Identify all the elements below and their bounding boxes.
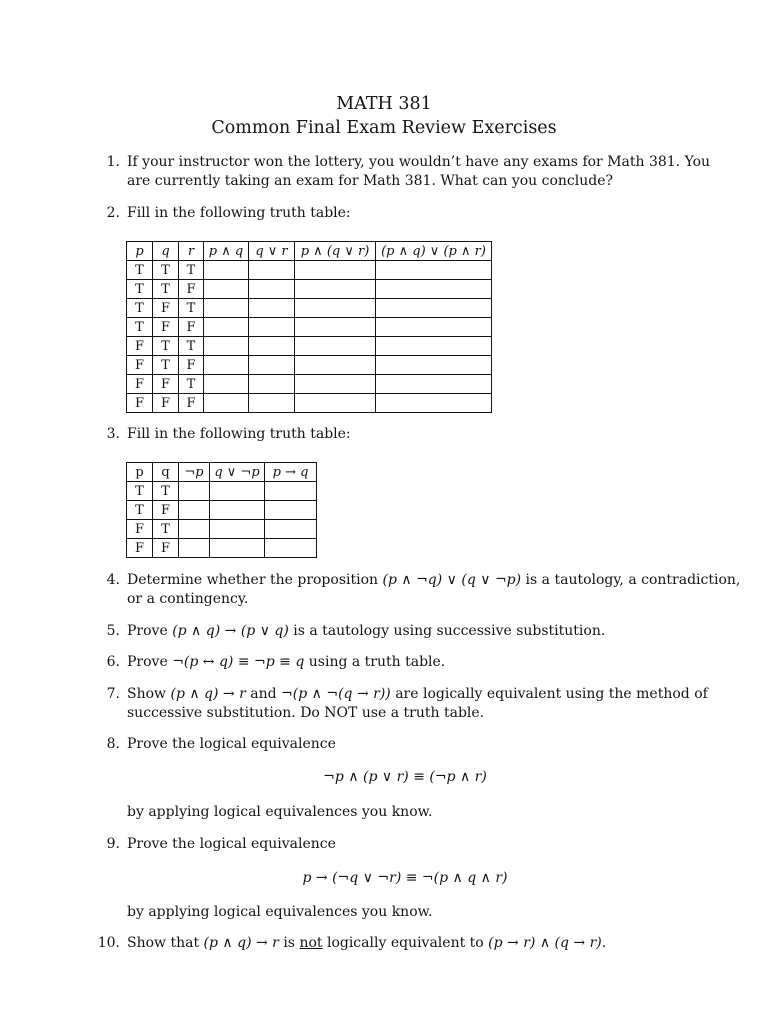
question-5-pre: Prove (127, 623, 173, 639)
truth-table-1-blank-cell[interactable] (204, 337, 249, 356)
truth-table-1-blank-cell[interactable] (295, 318, 376, 337)
truth-table-1-blank-cell[interactable] (376, 356, 492, 375)
t1-header-p-and-q: p ∧ q (204, 242, 249, 261)
truth-table-2-value-cell: F (153, 539, 179, 558)
question-4-pre: Determine whether the proposition (127, 572, 383, 588)
t1-header-q: q (153, 242, 179, 261)
truth-table-2-blank-cell[interactable] (210, 520, 265, 539)
truth-table-1-row (127, 375, 492, 394)
question-9-display-equation: p → (¬q ∨ ¬r) ≡ ¬(p ∧ q ∧ r) (302, 870, 508, 886)
question-6-expression: ¬(p ↔ q) ≡ ¬p ≡ q (172, 654, 305, 670)
truth-table-1-blank-cell[interactable] (249, 337, 295, 356)
document-subtitle: Common Final Exam Review Exercises (211, 118, 557, 138)
truth-table-1-blank-cell[interactable] (376, 261, 492, 280)
truth-table-1-value-cell: T (127, 299, 153, 318)
truth-table-2-blank-cell[interactable] (179, 501, 210, 520)
t1-header-q-or-r: q ∨ r (249, 242, 295, 261)
question-9-after: by applying logical equivalences you know. (127, 904, 433, 920)
truth-table-2-blank-cell[interactable] (210, 539, 265, 558)
question-9-number: 9. (106, 836, 120, 852)
truth-table-1-blank-cell[interactable] (376, 337, 492, 356)
truth-table-1-blank-cell[interactable] (204, 261, 249, 280)
question-10-number: 10. (97, 935, 120, 951)
truth-table-1-value-cell: F (179, 318, 204, 337)
question-1-number: 1. (106, 154, 120, 170)
truth-table-2-value-cell: T (153, 482, 179, 501)
question-6-pre: Prove (127, 654, 173, 670)
question-6-number: 6. (106, 654, 120, 670)
question-7-line-1 (127, 685, 708, 704)
question-6-post: using a truth table. (304, 654, 446, 670)
truth-table-1-value-cell: T (153, 280, 179, 299)
truth-table-1-value-cell: F (153, 394, 179, 413)
truth-table-1-blank-cell[interactable] (376, 318, 492, 337)
truth-table-1-value-cell: F (179, 280, 204, 299)
question-7-number: 7. (106, 686, 120, 702)
truth-table-2-row (127, 482, 317, 501)
truth-table-1-blank-cell[interactable] (295, 394, 376, 413)
question-3-text: Fill in the following truth table: (127, 426, 351, 442)
truth-table-1-value-cell: F (127, 337, 153, 356)
truth-table-1-row (127, 280, 492, 299)
question-5-expression: (p ∧ q) → (p ∨ q) (172, 623, 289, 639)
truth-table-2 (126, 462, 317, 558)
truth-table-1-value-cell: F (153, 318, 179, 337)
question-10-text (127, 934, 683, 953)
truth-table-2-row (127, 501, 317, 520)
truth-table-1-blank-cell[interactable] (376, 280, 492, 299)
truth-table-2-blank-cell[interactable] (210, 482, 265, 501)
question-8-number: 8. (106, 736, 120, 752)
question-4-line-2: or a contingency. (127, 591, 249, 607)
truth-table-2-blank-cell[interactable] (179, 520, 210, 539)
truth-table-1-blank-cell[interactable] (204, 280, 249, 299)
t1-header-p: p (127, 242, 153, 261)
truth-table-1-blank-cell[interactable] (295, 280, 376, 299)
question-10-mid: is (278, 935, 300, 951)
t2-header-q: q (153, 463, 179, 482)
question-4-expression: (p ∧ ¬q) ∨ (q ∨ ¬p) (382, 572, 522, 588)
truth-table-1-value-cell: T (179, 337, 204, 356)
truth-table-1-value-cell: F (179, 356, 204, 375)
question-9-text: Prove the logical equivalence (127, 836, 336, 852)
course-title: MATH 381 (336, 94, 432, 114)
truth-table-1 (126, 241, 492, 413)
question-10-expression-2: (p → r) ∧ (q → r) (488, 935, 602, 951)
truth-table-2-blank-cell[interactable] (265, 482, 317, 501)
truth-table-1-blank-cell[interactable] (376, 299, 492, 318)
question-10-underlined-not: not (299, 935, 323, 951)
truth-table-1-value-cell: T (179, 261, 204, 280)
truth-table-2-blank-cell[interactable] (179, 539, 210, 558)
truth-table-1-value-cell: F (153, 375, 179, 394)
question-10-pre: Show that (127, 935, 204, 951)
t1-header-distributed: (p ∧ q) ∨ (p ∧ r) (376, 242, 492, 261)
truth-table-1-row (127, 261, 492, 280)
truth-table-1-blank-cell[interactable] (295, 299, 376, 318)
question-8-after: by applying logical equivalences you know. (127, 804, 433, 820)
question-8-display-equation: ¬p ∧ (p ∨ r) ≡ (¬p ∧ r) (323, 769, 487, 785)
truth-table-1-blank-cell[interactable] (295, 337, 376, 356)
truth-table-1-value-cell: T (153, 337, 179, 356)
truth-table-2-blank-cell[interactable] (265, 539, 317, 558)
t2-header-p: p (127, 463, 153, 482)
question-1-line-2: are currently taking an exam for Math 381. What can you conclude? (127, 173, 614, 189)
question-2-text: Fill in the following truth table: (127, 205, 351, 221)
truth-table-1-blank-cell[interactable] (204, 299, 249, 318)
truth-table-1-blank-cell[interactable] (295, 356, 376, 375)
question-6-text (127, 653, 683, 672)
truth-table-1-row (127, 356, 492, 375)
question-2-number: 2. (106, 205, 120, 221)
truth-table-1-value-cell: F (127, 394, 153, 413)
truth-table-1-value-cell: F (127, 375, 153, 394)
truth-table-1-blank-cell[interactable] (249, 280, 295, 299)
truth-table-1-blank-cell[interactable] (295, 375, 376, 394)
truth-table-1-header-row (127, 242, 492, 261)
truth-table-1-body (127, 261, 492, 413)
truth-table-1-blank-cell[interactable] (204, 356, 249, 375)
truth-table-1-value-cell: F (153, 299, 179, 318)
truth-table-1-blank-cell[interactable] (249, 318, 295, 337)
truth-table-1-blank-cell[interactable] (249, 299, 295, 318)
truth-table-2-body (127, 482, 317, 558)
truth-table-1-blank-cell[interactable] (204, 318, 249, 337)
truth-table-2-blank-cell[interactable] (265, 501, 317, 520)
truth-table-2-value-cell: T (153, 520, 179, 539)
question-4-post: is a tautology, a contradiction, (521, 572, 741, 588)
truth-table-1-value-cell: T (153, 356, 179, 375)
truth-table-1-blank-cell[interactable] (249, 356, 295, 375)
question-5-post: is a tautology using successive substitution. (288, 623, 606, 639)
truth-table-1-value-cell: T (127, 280, 153, 299)
truth-table-1-blank-cell[interactable] (249, 375, 295, 394)
t2-header-not-p: ¬p (179, 463, 210, 482)
question-7-line-2: successive substitution. Do NOT use a truth table. (127, 705, 485, 721)
truth-table-1-row (127, 299, 492, 318)
question-7-pre: Show (127, 686, 171, 702)
truth-table-1-row (127, 318, 492, 337)
truth-table-1-blank-cell[interactable] (204, 394, 249, 413)
truth-table-2-row (127, 520, 317, 539)
question-10-post: . (601, 935, 607, 951)
t1-header-r: r (179, 242, 204, 261)
truth-table-1-value-cell: T (127, 318, 153, 337)
truth-table-1-value-cell: T (127, 261, 153, 280)
question-7-expression-1: (p ∧ q) → r (170, 686, 246, 702)
truth-table-1-value-cell: T (179, 375, 204, 394)
question-5-text (127, 622, 683, 641)
truth-table-1-blank-cell[interactable] (376, 394, 492, 413)
truth-table-2-value-cell: T (127, 482, 153, 501)
truth-table-1-value-cell: T (153, 261, 179, 280)
question-5-number: 5. (106, 623, 120, 639)
truth-table-2-row (127, 539, 317, 558)
question-3-number: 3. (106, 426, 120, 442)
truth-table-2-blank-cell[interactable] (179, 482, 210, 501)
truth-table-1-row (127, 394, 492, 413)
truth-table-1-value-cell: F (127, 356, 153, 375)
truth-table-1-blank-cell[interactable] (249, 394, 295, 413)
question-10-mid-2: logically equivalent to (322, 935, 489, 951)
truth-table-1-blank-cell[interactable] (376, 375, 492, 394)
truth-table-2-header-row (127, 463, 317, 482)
truth-table-1-blank-cell[interactable] (249, 261, 295, 280)
truth-table-1-row (127, 337, 492, 356)
question-7-post: are logically equivalent using the method of (390, 686, 708, 702)
t2-header-p-implies-q: p → q (265, 463, 317, 482)
question-4-number: 4. (106, 572, 120, 588)
truth-table-2-value-cell: F (153, 501, 179, 520)
question-7-mid: and (245, 686, 282, 702)
question-10-expression-1: (p ∧ q) → r (203, 935, 279, 951)
truth-table-1-blank-cell[interactable] (204, 375, 249, 394)
truth-table-2-blank-cell[interactable] (210, 501, 265, 520)
question-7-expression-2: ¬(p ∧ ¬(q → r)) (281, 686, 391, 702)
question-1-line-1: If your instructor won the lottery, you wouldn’t have any exams for Math 381. You (127, 154, 711, 170)
truth-table-1-value-cell: F (179, 394, 204, 413)
t2-header-q-or-not-p: q ∨ ¬p (210, 463, 265, 482)
truth-table-2-value-cell: F (127, 520, 153, 539)
question-8-text: Prove the logical equivalence (127, 736, 336, 752)
truth-table-2-value-cell: F (127, 539, 153, 558)
t1-header-p-and-q-or-r: p ∧ (q ∨ r) (295, 242, 376, 261)
question-4-line-1 (127, 571, 741, 590)
truth-table-2-value-cell: T (127, 501, 153, 520)
truth-table-2-blank-cell[interactable] (265, 520, 317, 539)
truth-table-1-blank-cell[interactable] (295, 261, 376, 280)
truth-table-1-value-cell: T (179, 299, 204, 318)
